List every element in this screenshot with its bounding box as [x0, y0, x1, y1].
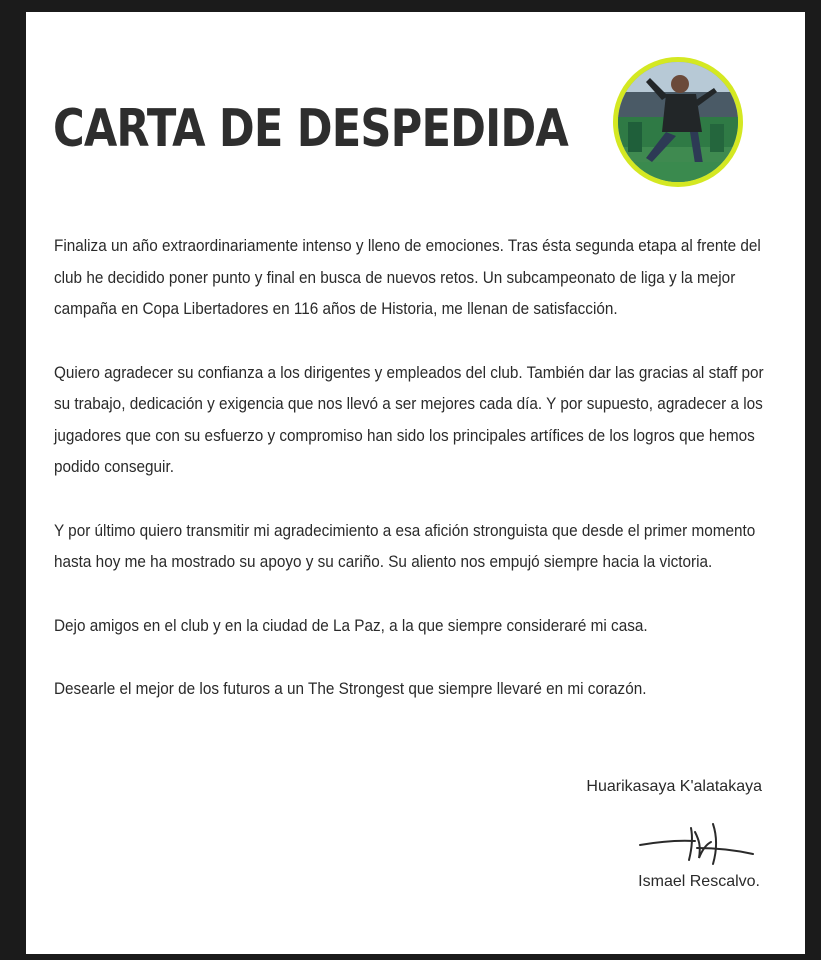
letter-body	[54, 230, 764, 737]
letter-page	[26, 12, 805, 954]
signer-name: Ismael Rescalvo.	[638, 873, 760, 890]
closing-phrase: Huarikasaya K'alatakaya	[586, 778, 762, 795]
letter-title: CARTA DE DESPEDIDA	[53, 99, 568, 159]
letter-paragraph: Dejo amigos en el club y en la ciudad de La Paz, a la que siempre consideraré mi casa.	[54, 615, 648, 635]
handwritten-signature	[637, 818, 757, 868]
letter-paragraph: Finaliza un año extraordinariamente intenso y lleno de emociones. Tras ésta segunda etapa al frente del club he decidido poner punto y final en busca de nuevos retos. Un subcampeonato de liga y la mejor campaña en Copa Libertadores en 116 años de Historia, me llenan de satisfacción.	[54, 236, 761, 318]
letter-paragraph: Desearle el mejor de los futuros a un The Strongest que siempre llevaré en mi corazón.	[54, 679, 647, 698]
coach-photo	[613, 57, 743, 187]
coach-photo-illustration	[618, 62, 738, 182]
letter-paragraph: Y por último quiero transmitir mi agradecimiento a esa afición stronguista que desde el primer momento hasta hoy me ha mostrado su apoyo y su cariño. Su aliento nos empujó siempre hacia la victoria.	[54, 520, 756, 571]
letter-paragraph: Quiero agradecer su confianza a los dirigentes y empleados del club. También dar las gracias al staff por su trabajo, dedicación y exigencia que nos llevó a ser mejores cada día. Y por supuesto, agradecer a los jugadores que con su esfuerzo y compromiso han sido los principales artífices de los logros que hemos podido conseguir.	[54, 362, 764, 476]
